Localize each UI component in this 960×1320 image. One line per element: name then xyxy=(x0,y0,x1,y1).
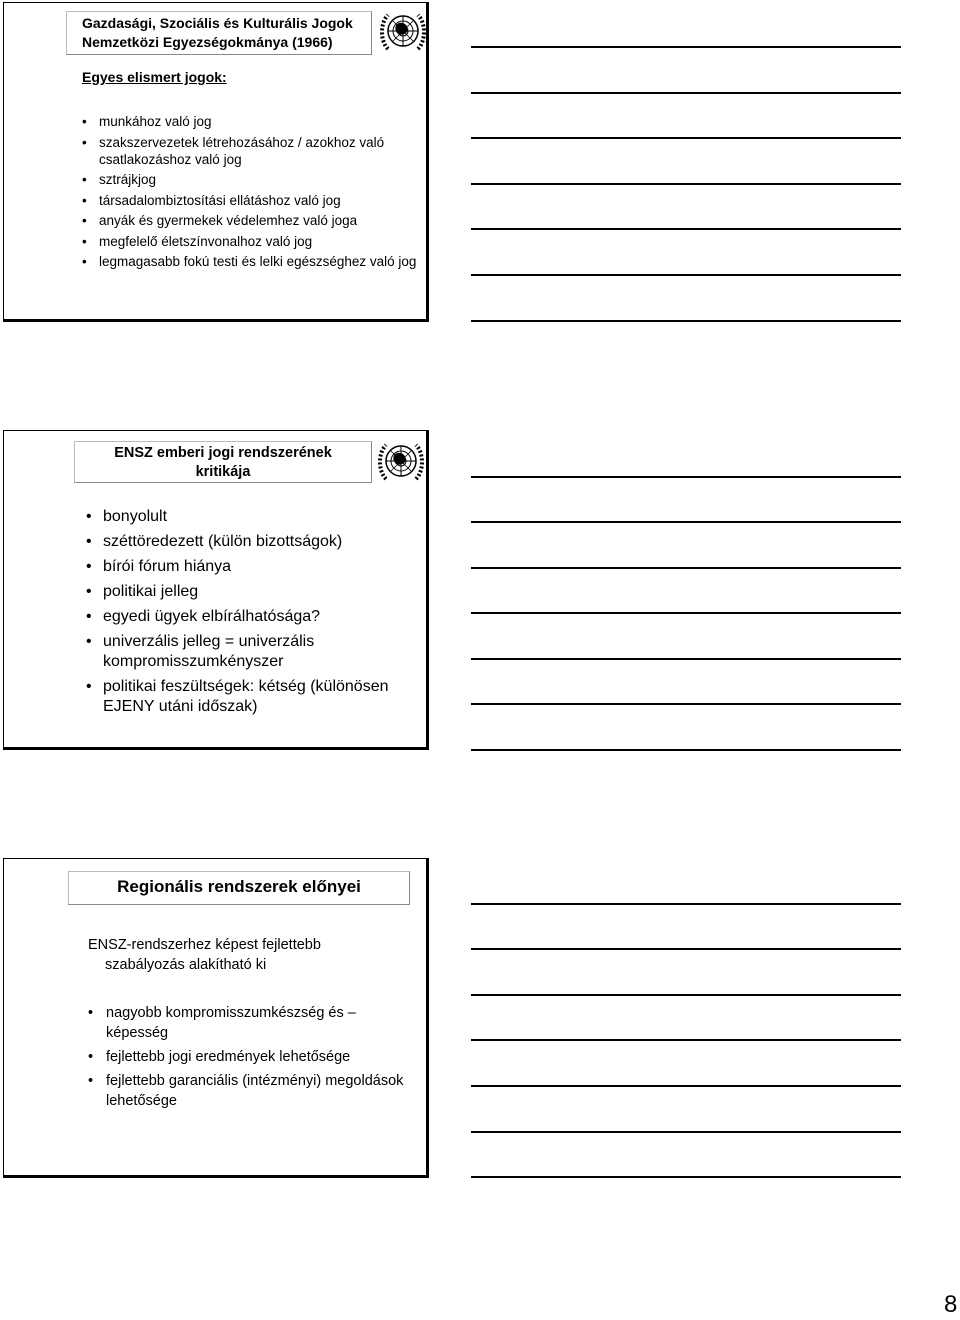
list-item-text: bonyolult xyxy=(103,508,168,525)
list-item-text: fejlettebb garanciális (intézményi) megoldások lehetősége xyxy=(106,1073,404,1109)
bullet-glyph: • xyxy=(82,213,87,228)
list-item-text: politikai jelleg xyxy=(103,583,199,600)
note-line xyxy=(471,1085,901,1087)
slide-3-intro-line-2: szabályozás alakítható ki xyxy=(105,957,267,973)
list-item xyxy=(86,607,416,627)
list-item xyxy=(86,632,416,672)
list-item xyxy=(82,233,418,250)
list-item xyxy=(86,557,416,577)
slide-1-subheading: Egyes elismert jogok: xyxy=(82,69,227,85)
bullet-glyph: • xyxy=(86,508,92,525)
slide-2 xyxy=(3,430,429,750)
list-item xyxy=(86,677,416,717)
bullet-glyph: • xyxy=(88,1005,94,1021)
note-line xyxy=(471,749,901,751)
un-emblem-icon xyxy=(376,439,426,485)
note-line xyxy=(471,183,901,185)
note-line xyxy=(471,994,901,996)
slide-3-title: Regionális rendszerek előnyei xyxy=(68,871,410,905)
list-item-text: fejlettebb jogi eredmények lehetősége xyxy=(106,1049,351,1065)
note-line xyxy=(471,948,901,950)
bullet-glyph: • xyxy=(82,172,87,187)
bullet-glyph: • xyxy=(86,633,92,650)
bullet-glyph: • xyxy=(86,583,92,600)
note-line xyxy=(471,567,901,569)
list-item xyxy=(82,212,418,229)
slide-3-intro-line-1: ENSZ-rendszerhez képest fejlettebb xyxy=(88,937,321,953)
list-item xyxy=(82,253,418,270)
list-item-text: legmagasabb fokú testi és lelki egészséghez való jog xyxy=(99,254,417,269)
list-item xyxy=(82,171,418,188)
bullet-glyph: • xyxy=(82,192,87,208)
list-item xyxy=(86,507,416,527)
slide-2-title-line-1: ENSZ emberi jogi rendszerének xyxy=(114,445,332,461)
note-line xyxy=(471,274,901,276)
bullet-glyph: • xyxy=(86,608,92,625)
note-line xyxy=(471,1039,901,1041)
list-item-text: szakszervezetek létrehozásához / azokhoz való csatlakozáshoz való jog xyxy=(99,134,385,167)
note-line xyxy=(471,46,901,48)
list-item-text: nagyobb kompromisszumkészség és – képesség xyxy=(106,1005,356,1041)
slide-1-bullet-list xyxy=(82,113,418,274)
list-item-text: bírói fórum hiánya xyxy=(103,558,232,575)
bullet-glyph: • xyxy=(88,1049,94,1065)
list-item xyxy=(82,134,418,168)
list-item xyxy=(88,1047,408,1067)
slide-2-title xyxy=(74,441,372,483)
note-line xyxy=(471,658,901,660)
slide-3-bullet-list xyxy=(88,1003,408,1115)
list-item-text: széttöredezett (külön bizottságok) xyxy=(103,533,343,550)
note-line xyxy=(471,1176,901,1178)
bullet-glyph: • xyxy=(86,678,92,695)
note-line xyxy=(471,320,901,322)
list-item xyxy=(82,113,418,130)
list-item-text: társadalombiztosítási ellátáshoz való jog xyxy=(99,192,341,208)
un-emblem-icon xyxy=(378,9,428,55)
slide-3 xyxy=(3,858,429,1178)
slide-1-title-line-2: Nemzetközi Egyezségokmánya (1966) xyxy=(82,34,333,50)
list-item xyxy=(86,582,416,602)
slide-1-title xyxy=(66,11,372,55)
list-item-text: egyedi ügyek elbírálhatósága? xyxy=(103,608,321,625)
note-line xyxy=(471,92,901,94)
note-line xyxy=(471,612,901,614)
slide-2-title-line-2: kritikája xyxy=(195,464,251,480)
bullet-glyph: • xyxy=(86,558,92,575)
list-item xyxy=(82,192,418,209)
slide-1-title-line-1: Gazdasági, Szociális és Kulturális Jogok xyxy=(82,15,353,31)
note-line xyxy=(471,137,901,139)
list-item-text: politikai feszültségek: kétség (különösen EJENY utáni időszak) xyxy=(103,678,389,715)
note-line xyxy=(471,521,901,523)
note-line xyxy=(471,703,901,705)
bullet-glyph: • xyxy=(86,533,92,550)
note-line xyxy=(471,903,901,905)
note-line xyxy=(471,1131,901,1133)
page-number: 8 xyxy=(944,1291,958,1318)
bullet-glyph: • xyxy=(82,254,87,269)
slide-1 xyxy=(3,2,429,322)
list-item-text: megfelelő életszínvonalhoz való jog xyxy=(99,233,313,249)
note-line xyxy=(471,228,901,230)
list-item xyxy=(88,1071,408,1111)
list-item-text: univerzális jelleg = univerzális kompromisszumkényszer xyxy=(103,633,315,670)
bullet-glyph: • xyxy=(82,134,87,150)
list-item-text: sztrájkjog xyxy=(99,172,157,187)
list-item-text: munkához való jog xyxy=(99,114,212,129)
list-item xyxy=(86,532,416,552)
slide-3-intro xyxy=(88,935,408,975)
bullet-glyph: • xyxy=(82,114,87,129)
note-line xyxy=(471,476,901,478)
bullet-glyph: • xyxy=(88,1073,94,1089)
slide-2-bullet-list xyxy=(86,507,416,722)
bullet-glyph: • xyxy=(82,233,87,249)
list-item xyxy=(88,1003,408,1043)
list-item-text: anyák és gyermekek védelemhez való joga xyxy=(99,213,358,228)
